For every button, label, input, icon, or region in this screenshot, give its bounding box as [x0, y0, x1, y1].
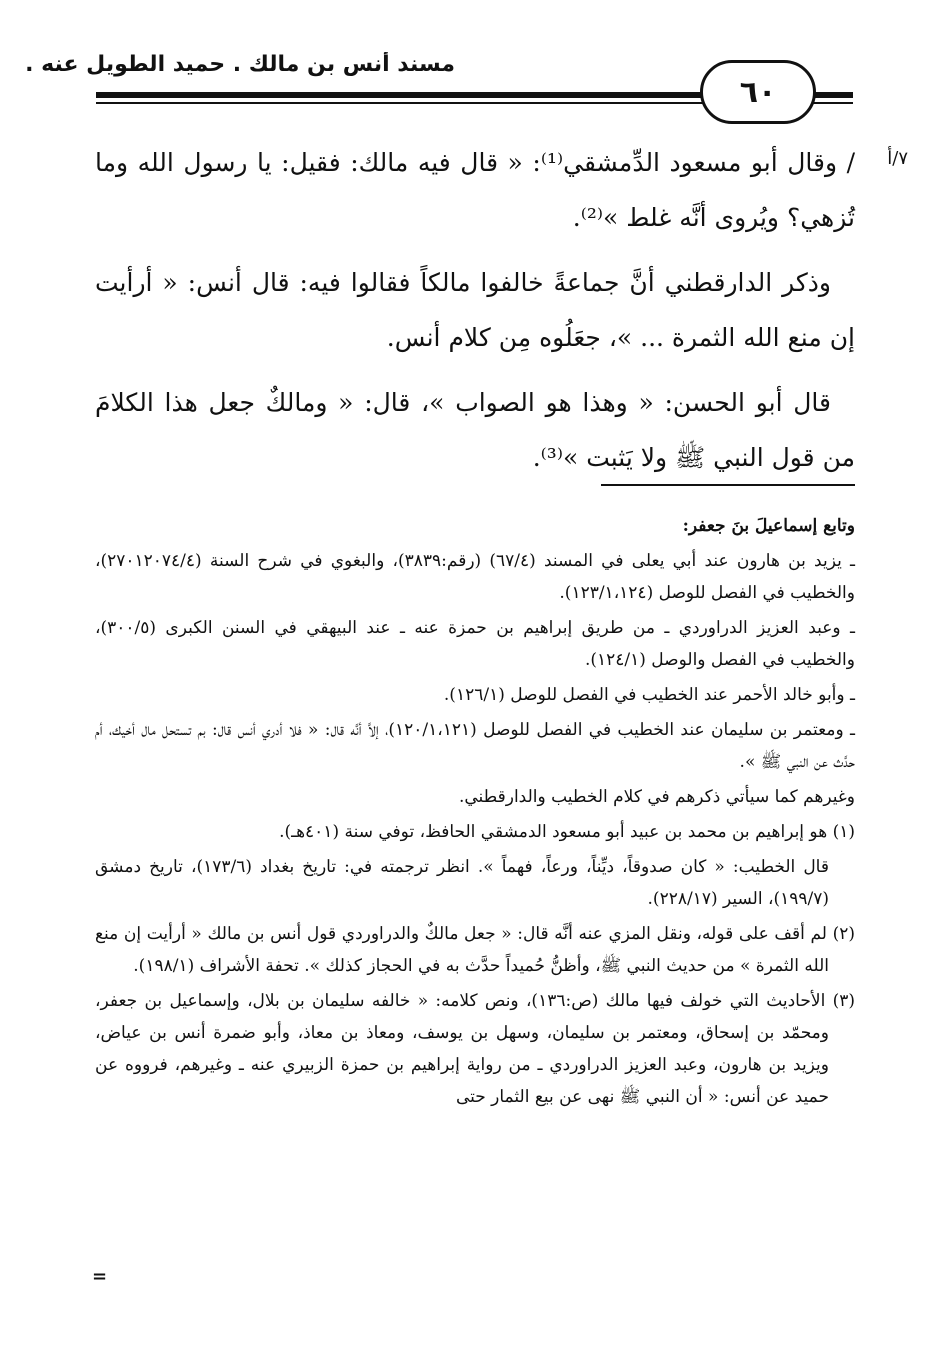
continuation-mark: =	[92, 1266, 108, 1287]
notes-heading: وتابع إسماعيلَ بنَ جعفر:	[682, 516, 855, 536]
notes-item: ـ وعبد العزيز الدراوردي ـ من طريق إبراهيم بن حمزة عنه ـ عند البيهقي في السنن الكبرى (٣٠٠/٥)، والخطيب في الفصل والوصل (١٢٤/١).	[95, 618, 855, 670]
footnote-separator	[601, 484, 855, 486]
notes-item: ـ يزيد بن هارون عند أبي يعلى في المسند (٦٧/٤) (رقم:٣٨٣٩)، والبغوي في شرح السنة (٢٧٠١٢٠٧٤/٤)، والخطيب في الفصل للوصل (١٢٣/١،١٢٤).	[95, 551, 856, 603]
footnote: (٣) الأحاديث التي خولف فيها مالك (ص:١٣٦)، ونص كلامه: « خالفه سليمان بن بلال، وإسماعيل بن جعفر، ومحمّد بن إسحاق، ومعتمر بن سليمان، وسهل بن يوسف، ومعاذ بن معاذ، وأبو ضمرة أنس بن عياض، ويزيد بن هارون، وعبد العزيز الدراوردي ـ من رواية إبراهيم بن حمزة الزبيري عنه ـ وغيرهم، فرووه عن حميد عن أنس: « أن النبي ﷺ نهى عن بيع الثمار حتى	[95, 991, 855, 1107]
footnote: (٢) لم أقف على قوله، ونقل المزي عنه أنَّه قال: « جعل مالكٌ والدراوردي قول أنس بن مالك « أرأيت إن منع الله الثمرة » من حديث النبي ﷺ، وأظنُّ حُميداً حدَّث به في الحجاز كذلك ». تحفة الأشراف (١٩٨/١).	[95, 924, 855, 976]
main-text	[95, 135, 855, 495]
footnote-continued: قال الخطيب: « كان صدوقاً، ديِّناً، ورعاً، فهماً ». انظر ترجمته في: تاريخ بغداد (١٧٣/٦)، تاريخ دمشق (١٩٩/٧)، السير (٢٢٨/١٧).	[95, 857, 829, 909]
main-paragraph: قال أبو الحسن: « وهذا هو الصواب »، قال: « ومالكٌ جعل هذا الكلامَ من قول النبي ﷺ ولا يَثبت »⁽³⁾.	[95, 388, 855, 472]
page-number: ٦٠	[700, 60, 816, 124]
main-paragraph: / وقال أبو مسعود الدِّمشقي⁽¹⁾: « قال فيه مالك: فقيل: يا رسول الله وما تُزهي؟ ويُروى أنَّه غلط »⁽²⁾.	[95, 148, 856, 232]
footnote: (١) هو إبراهيم بن محمد بن عبيد أبو مسعود الدمشقي الحافظ، توفي سنة (٤٠١هـ).	[279, 822, 855, 842]
notes-closing: وغيرهم كما سيأتي ذكرهم في كلام الخطيب والدارقطني.	[458, 787, 855, 807]
notes-item: ـ ومعتمر بن سليمان عند الخطيب في الفصل للوصل (١٢٠/١،١٢١)، إلاَّ أنَّه قال: « فلا أدري أنس قال: بم تستحل مال أخيك، أم حدَّث عن النبي ﷺ ».	[95, 720, 855, 772]
footnotes-section	[95, 510, 855, 1116]
margin-reference: ٧/أ	[887, 148, 908, 169]
notes-item: ـ وأبو خالد الأحمر عند الخطيب في الفصل للوصل (١٢٦/١).	[443, 685, 855, 705]
running-title: مسند أنس بن مالك . حميد الطويل عنه .	[25, 52, 455, 77]
main-paragraph: وذكر الدارقطني أنَّ جماعةً خالفوا مالكاً فقالوا فيه: قال أنس: « أرأيت إن منع الله الثمرة ... »، جعَلُوه مِن كلام أنس.	[95, 268, 855, 352]
